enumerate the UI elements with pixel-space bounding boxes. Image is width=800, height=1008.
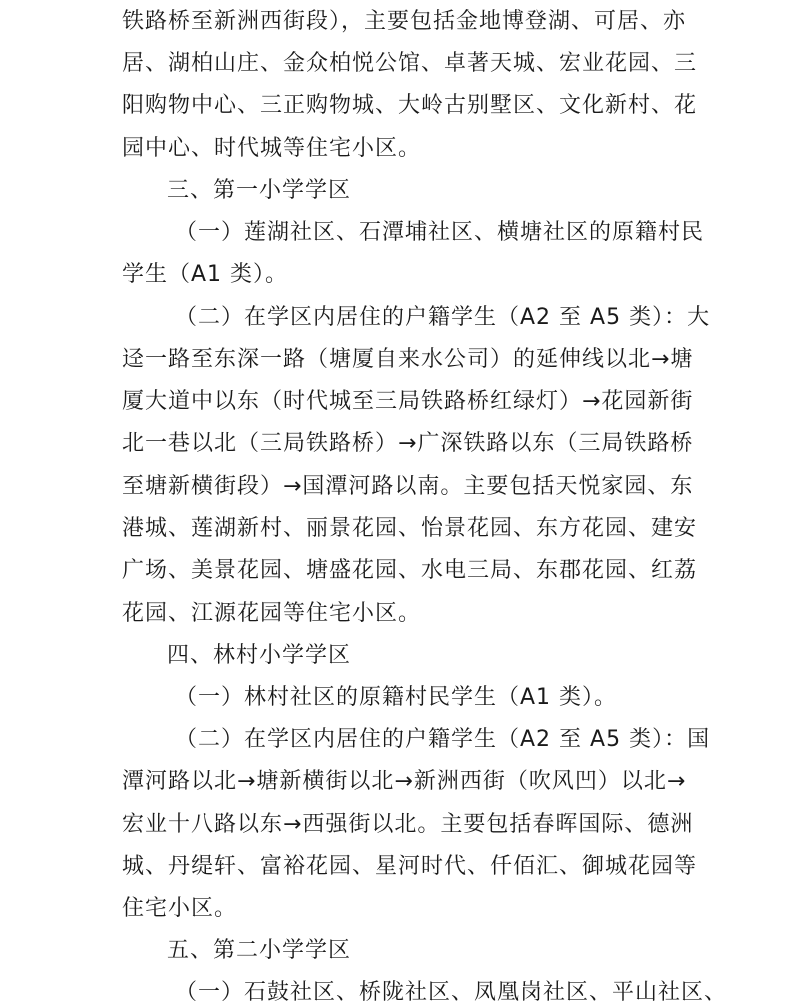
text-line: 广场、美景花园、塘盛花园、水电三局、东郡花园、红荔: [122, 558, 698, 583]
text-line: （一）莲湖社区、石潭埔社区、横塘社区的原籍村民: [175, 220, 705, 245]
text-line: 迳一路至东深一路（塘厦自来水公司）的延伸线以北→塘: [122, 347, 694, 372]
text-line: 居、湖柏山庄、金众柏悦公馆、卓著天城、宏业花园、三: [122, 51, 698, 76]
text-line: 至塘新横街段）→国潭河路以南。主要包括天悦家园、东: [122, 474, 694, 499]
text-line: 花园、江源花园等住宅小区。: [122, 601, 422, 626]
section-heading: 三、第一小学学区: [167, 178, 352, 203]
text-line: 北一巷以北（三局铁路桥）→广深铁路以东（三局铁路桥: [122, 431, 694, 456]
section-heading: 四、林村小学学区: [167, 643, 352, 668]
text-line: 学生（A1 类）。: [122, 262, 289, 287]
text-line: 铁路桥至新洲西街段），主要包括金地博登湖、可居、亦: [122, 9, 687, 34]
text-line: （一）石鼓社区、桥陇社区、凤凰岗社区、平山社区、: [175, 980, 728, 1005]
text-line: （一）林村社区的原籍村民学生（A1 类）。: [175, 685, 618, 710]
text-line: 潭河路以北→塘新横街以北→新洲西街（吹风凹）以北→: [122, 769, 687, 794]
text-line: 住宅小区。: [122, 896, 238, 921]
section-heading: 五、第二小学学区: [167, 938, 352, 963]
text-line: 宏业十八路以东→西强街以北。主要包括春晖国际、德洲: [122, 812, 694, 837]
text-line: 园中心、时代城等住宅小区。: [122, 136, 422, 161]
text-line: 厦大道中以东（时代城至三局铁路桥红绿灯）→花园新街: [122, 389, 694, 414]
text-line: （二）在学区内居住的户籍学生（A2 至 A5 类）：大: [175, 305, 711, 330]
text-line: 港城、莲湖新村、丽景花园、怡景花园、东方花园、建安: [122, 516, 698, 541]
text-line: 城、丹缇轩、富裕花园、星河时代、仟佰汇、御城花园等: [122, 854, 698, 879]
text-line: 阳购物中心、三正购物城、大岭古别墅区、文化新村、花: [122, 93, 698, 118]
text-line: （二）在学区内居住的户籍学生（A2 至 A5 类）：国: [175, 727, 711, 752]
